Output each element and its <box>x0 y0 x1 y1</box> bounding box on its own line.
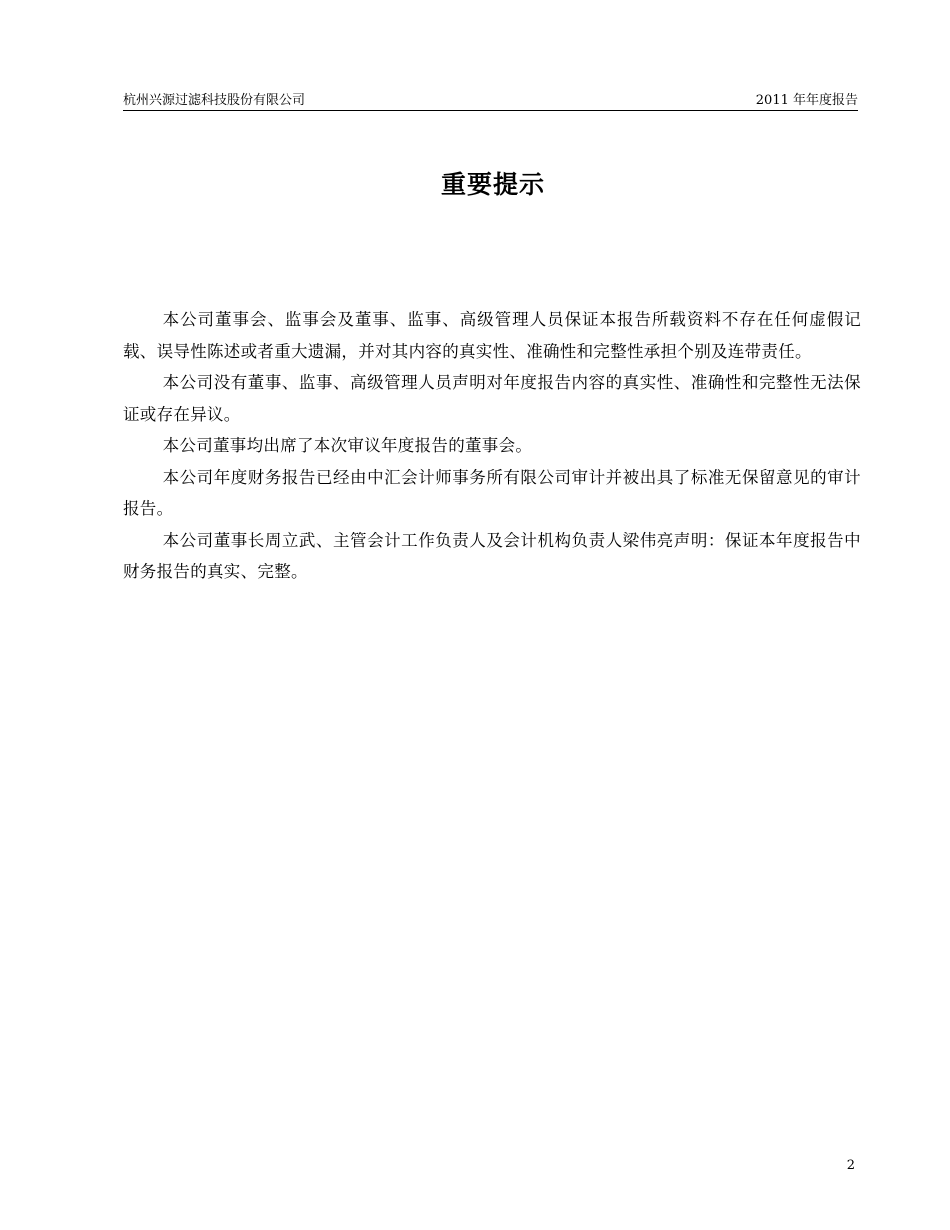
page-number: 2 <box>846 1158 855 1173</box>
header-company-name: 杭州兴源过滤科技股份有限公司 <box>123 93 306 108</box>
notice-content <box>123 304 861 588</box>
notice-paragraph-4: 本公司年度财务报告已经由中汇会计师事务所有限公司审计并被出具了标准无保留意见的审计报告。 <box>123 467 861 518</box>
notice-paragraph-1: 本公司董事会、监事会及董事、监事、高级管理人员保证本报告所载资料不存在任何虚假记载、误导性陈述或者重大遗漏，并对其内容的真实性、准确性和完整性承担个别及连带责任。 <box>123 310 861 361</box>
notice-paragraph-3: 本公司董事均出席了本次审议年度报告的董事会。 <box>162 436 533 455</box>
header-report-title: 2011 年年度报告 <box>755 93 858 108</box>
page-title: 重要提示 <box>440 170 545 199</box>
notice-paragraph-2: 本公司没有董事、监事、高级管理人员声明对年度报告内容的真实性、准确性和完整性无法保证或存在异议。 <box>123 373 861 424</box>
page-header <box>123 92 858 111</box>
notice-paragraph-5: 本公司董事长周立武、主管会计工作负责人及会计机构负责人梁伟亮声明：保证本年度报告中财务报告的真实、完整。 <box>123 530 861 581</box>
